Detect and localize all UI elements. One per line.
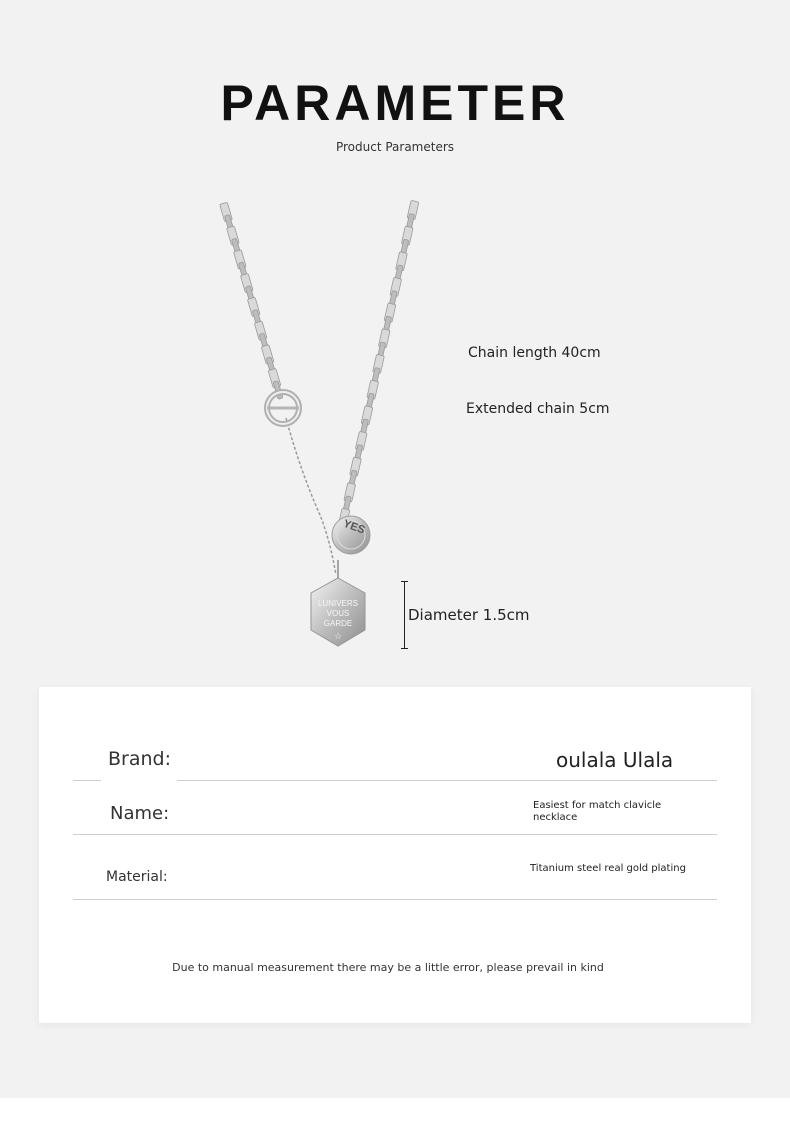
diameter-dimension-line <box>404 581 405 649</box>
hex-line-1: LUNIVERS <box>317 599 359 608</box>
material-value: Titanium steel real gold plating <box>530 863 686 874</box>
measurement-note: Due to manual measurement there may be a little error, please prevail in kind <box>172 961 604 974</box>
material-rule <box>73 899 717 900</box>
hex-pendant <box>311 560 365 646</box>
extended-chain-label: Extended chain 5cm <box>466 401 610 417</box>
hex-line-2: VOUS <box>326 609 350 618</box>
brand-rule <box>177 780 717 781</box>
chain-length-label: Chain length 40cm <box>468 345 601 361</box>
page-subtitle: Product Parameters <box>335 140 455 154</box>
name-value: Easiest for match clavicle necklace <box>533 800 662 823</box>
name-label: Name: <box>110 803 170 824</box>
yes-tag <box>332 516 370 554</box>
right-chain <box>338 200 419 527</box>
material-label: Material: <box>106 869 168 885</box>
diameter-label: Diameter 1.5cm <box>408 606 530 624</box>
page-title: PARAMETER <box>220 75 570 131</box>
toggle-clasp <box>267 392 299 424</box>
yes-tag-text: YES <box>341 517 367 537</box>
brand-label: Brand: <box>108 748 171 770</box>
brand-rule-short <box>73 780 101 781</box>
hex-line-3: GARDE <box>323 619 353 628</box>
name-rule <box>73 834 717 835</box>
parameter-card <box>39 687 751 1023</box>
hex-star-icon: ☆ <box>333 632 343 642</box>
left-chain <box>220 202 283 399</box>
brand-value: oulala Ulala <box>556 748 674 772</box>
